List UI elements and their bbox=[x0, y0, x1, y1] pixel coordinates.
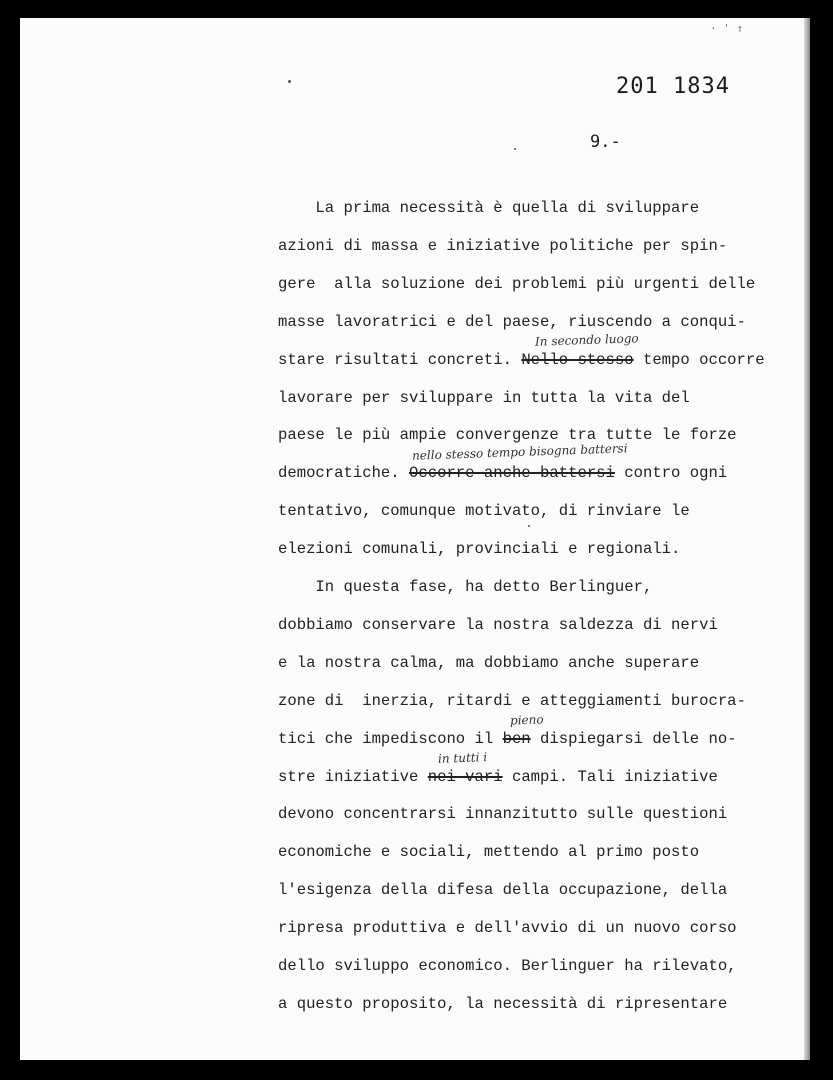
text-line bbox=[278, 236, 727, 256]
text-line bbox=[278, 425, 737, 445]
handwritten-note-in-secondo-luogo: In secondo luogo bbox=[534, 331, 639, 349]
text-line bbox=[278, 918, 737, 938]
text-line bbox=[278, 539, 680, 559]
text-segment: tici che impediscono il bbox=[278, 729, 503, 748]
text-line bbox=[278, 312, 746, 332]
text-segment: dello sviluppo economico. Berlinguer ha rilevato, bbox=[278, 957, 737, 975]
text-segment: contro ogni bbox=[614, 464, 728, 483]
ink-speck bbox=[514, 148, 516, 150]
text-line bbox=[278, 615, 718, 635]
text-segment: zone di inerzia, ritardi e atteggiamenti burocra- bbox=[278, 691, 746, 710]
text-segment: ripresa produttiva e dell'avvio di un nuovo corso bbox=[278, 919, 737, 938]
text-segment: gere alla soluzione dei problemi più urgenti delle bbox=[278, 274, 756, 293]
ink-speck bbox=[288, 80, 291, 83]
text-line bbox=[278, 804, 727, 824]
text-segment: stre iniziative bbox=[278, 767, 428, 786]
text-segment: tempo occorre bbox=[633, 350, 765, 369]
text-segment: devono concentrarsi innanzitutto sulle questioni bbox=[278, 805, 728, 824]
text-segment: azioni di massa e iniziative politiche per spin- bbox=[278, 236, 728, 255]
text-segment: dobbiamo conservare la nostra saldezza di nervi bbox=[278, 615, 718, 634]
text-line bbox=[278, 767, 718, 787]
text-line bbox=[278, 501, 690, 521]
text-line bbox=[278, 691, 746, 711]
struck-text: ben bbox=[502, 729, 531, 748]
text-segment: tentativo, comunque motivato, di rinviare le bbox=[278, 502, 690, 521]
text-segment: La prima necessità è quella di sviluppare bbox=[278, 199, 700, 217]
text-line bbox=[278, 956, 737, 976]
handwritten-note-in-tutti-i: in tutti i bbox=[437, 750, 488, 766]
text-segment: stare risultati concreti. bbox=[278, 350, 522, 369]
text-segment: democratiche. bbox=[278, 464, 410, 483]
struck-text: Nello stesso bbox=[521, 350, 634, 369]
text-line bbox=[278, 350, 765, 370]
text-line bbox=[278, 388, 690, 408]
text-segment: lavorare per sviluppare in tutta la vita del bbox=[278, 388, 690, 407]
text-line bbox=[278, 198, 699, 218]
handwritten-note-pieno: pieno bbox=[509, 712, 544, 728]
page-number: 9.- bbox=[590, 132, 621, 152]
ink-speck bbox=[528, 525, 530, 527]
text-segment: In questa fase, ha detto Berlinguer, bbox=[278, 578, 653, 596]
struck-text: Occorre anche battersi bbox=[409, 464, 615, 483]
text-segment: dispiegarsi delle no- bbox=[530, 729, 737, 748]
text-line bbox=[278, 994, 727, 1014]
handwritten-note-nello-stesso-tempo: nello stesso tempo bisogna battersi bbox=[411, 441, 628, 463]
text-segment: paese le più ampie convergenze tra tutte le forze bbox=[278, 426, 737, 445]
text-line bbox=[278, 577, 652, 597]
text-segment: elezioni comunali, provinciali e regionali. bbox=[278, 540, 681, 559]
page-edge bbox=[804, 18, 810, 1060]
document-number: 201 1834 bbox=[616, 74, 730, 99]
text-line bbox=[278, 880, 727, 900]
text-line bbox=[278, 274, 755, 294]
text-line bbox=[278, 463, 727, 483]
text-line bbox=[278, 729, 737, 749]
text-segment: masse lavoratrici e del paese, riuscendo a conqui- bbox=[278, 312, 746, 331]
text-line bbox=[278, 653, 699, 673]
text-segment: l'esigenza della difesa della occupazione, della bbox=[278, 881, 728, 900]
corner-mark: · ' ↑ bbox=[710, 22, 744, 35]
text-segment: a questo proposito, la necessità di ripresentare bbox=[278, 994, 728, 1013]
struck-text: nei vari bbox=[427, 767, 503, 786]
text-line bbox=[278, 842, 699, 862]
text-segment: campi. Tali iniziative bbox=[502, 767, 718, 786]
text-segment: economiche e sociali, mettendo al primo posto bbox=[278, 843, 700, 862]
document-page bbox=[20, 18, 810, 1060]
text-segment: e la nostra calma, ma dobbiamo anche superare bbox=[278, 653, 700, 672]
